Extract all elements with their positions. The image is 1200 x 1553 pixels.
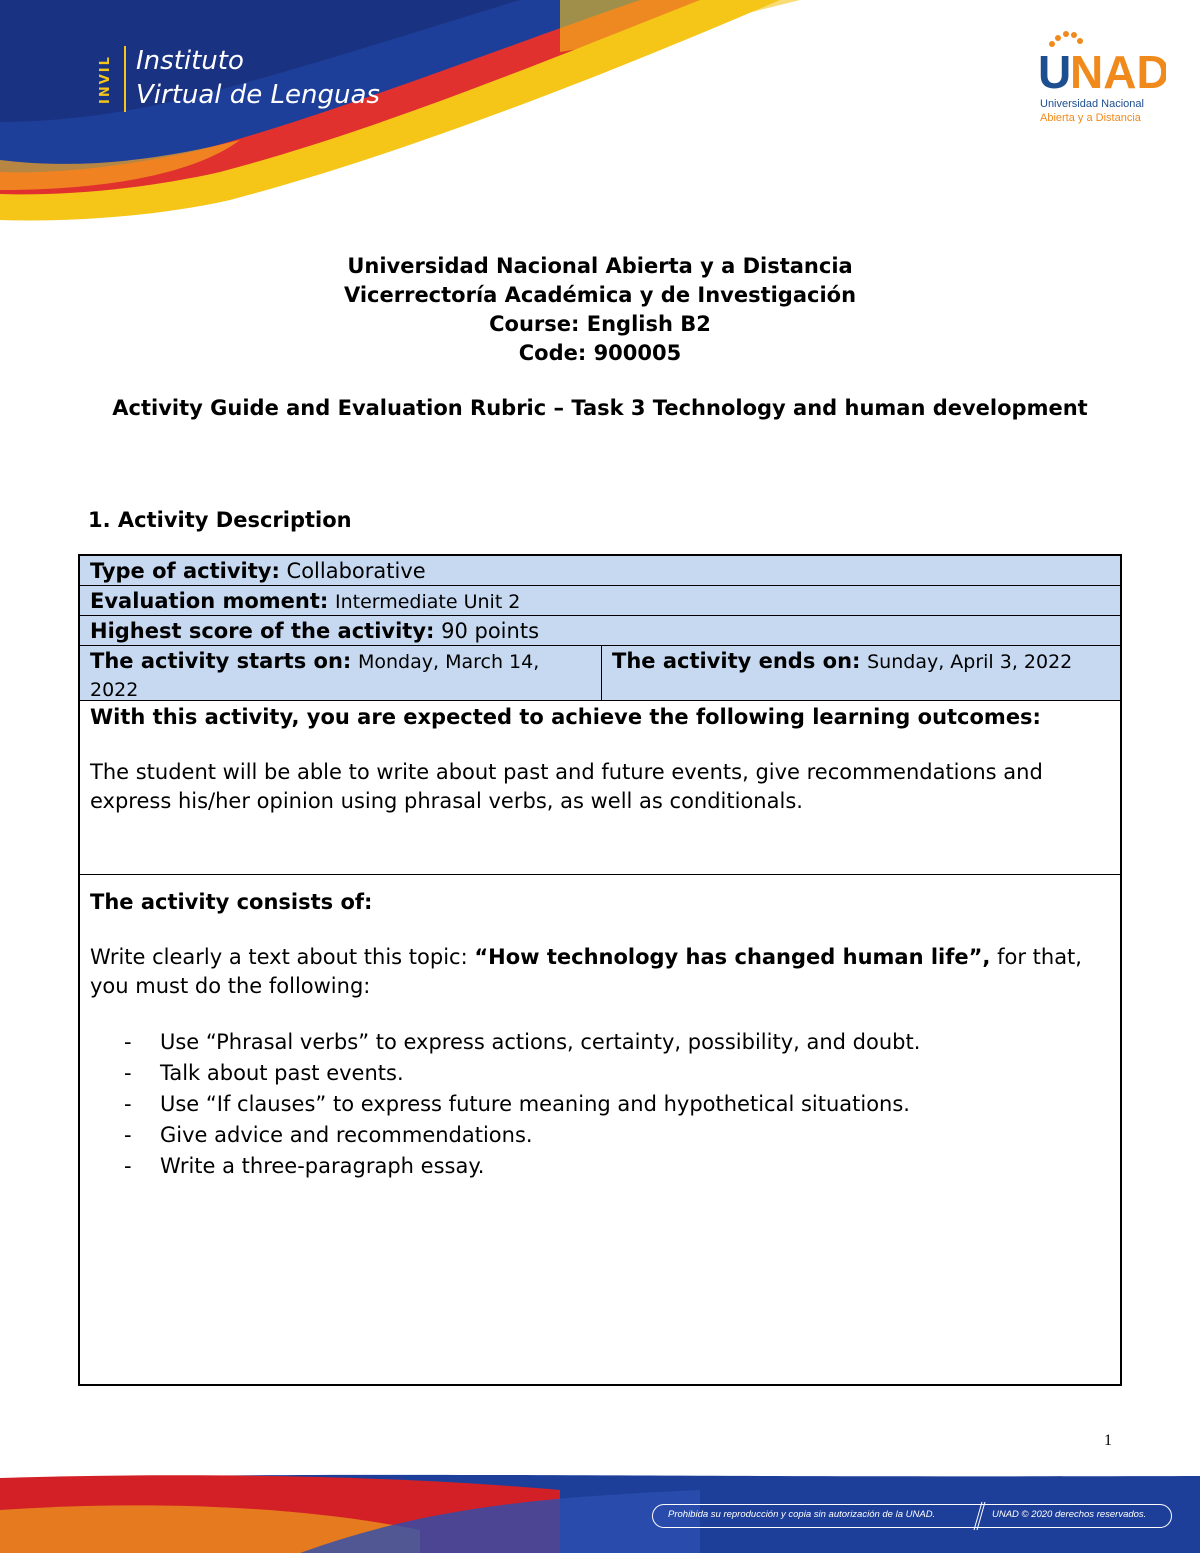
course-code: Code: 900005 [518,341,682,365]
ivl-title-line1: Instituto [136,46,244,76]
section-heading: 1. Activity Description [88,508,352,532]
ends-label: The activity ends on: [612,649,861,673]
outcomes-text: The student will be able to write about past and future events, give recommendations and express his/her opinion using phrasal verbs, as well as conditionals. [90,760,1043,813]
ivl-logo [98,42,418,122]
list-item: - Use “Phrasal verbs” to express actions, certainty, possibility, and doubt. [90,1027,1110,1058]
start-date-cell [80,646,602,700]
moment-label: Evaluation moment: [90,589,329,613]
table-row-dates [80,646,1120,701]
activity-title: Activity Guide and Evaluation Rubric – Task 3 Technology and human development [112,396,1088,420]
list-item: - Use “If clauses” to express future meaning and hypothetical situations. [90,1089,1110,1120]
starts-label: The activity starts on: [90,649,352,673]
document-title-block [80,252,1120,368]
list-item: - Give advice and recommendations. [90,1120,1110,1151]
footer-separator-icon [972,1500,986,1532]
ivl-vertical-text: INVIL [98,55,113,105]
footer-rights-notice: UNAD © 2020 derechos reservados. [992,1509,1147,1520]
university-name: Universidad Nacional Abierta y a Distancia [347,254,853,278]
svg-text:U: U [1038,46,1072,98]
table-row-type [80,556,1120,586]
consists-intro-a: Write clearly a text about this topic: [90,945,475,969]
unad-logo [1036,28,1166,128]
type-label: Type of activity: [90,559,280,583]
type-value: Collaborative [286,559,426,583]
consists-heading: The activity consists of: [90,890,373,914]
starts-value: Monday, March 14, 2022 [90,651,540,701]
moment-value: Intermediate Unit 2 [334,591,521,613]
consists-intro [90,943,1110,1001]
table-row-outcomes [80,701,1120,875]
outcomes-heading: With this activity, you are expected to achieve the following learning outcomes: [90,705,1041,729]
score-label: Highest score of the activity: [90,619,435,643]
ivl-divider [124,46,126,112]
table-row-moment [80,586,1120,616]
end-date-cell [602,646,1120,700]
footer-copyright-notice: Prohibida su reproducción y copia sin autorización de la UNAD. [668,1509,936,1520]
list-item: - Talk about past events. [90,1058,1110,1089]
activity-description-table [78,554,1122,1386]
vice-rectorate: Vicerrectoría Académica y de Investigación [343,283,857,307]
unad-wordmark-rest: NAD [1070,46,1166,98]
page-number: 1 [1104,1432,1112,1449]
unad-wordmark [1036,28,1166,98]
score-value: 90 points [441,619,540,643]
consists-topic: “How technology has changed human life”, [474,945,991,969]
requirements-list [90,1027,1110,1182]
consists-intro-b: for that, you must do the following: [90,945,1082,998]
ends-value: Sunday, April 3, 2022 [867,651,1073,673]
unad-subtitle-2: Abierta y a Distancia [1040,112,1141,124]
course-name: Course: English B2 [489,312,711,336]
ivl-title-line2: Virtual de Lenguas [136,80,380,110]
unad-subtitle-1: Universidad Nacional [1040,98,1144,110]
table-row-score [80,616,1120,646]
list-item: - Write a three-paragraph essay. [90,1151,1110,1182]
activity-consists-section [90,888,1110,1182]
